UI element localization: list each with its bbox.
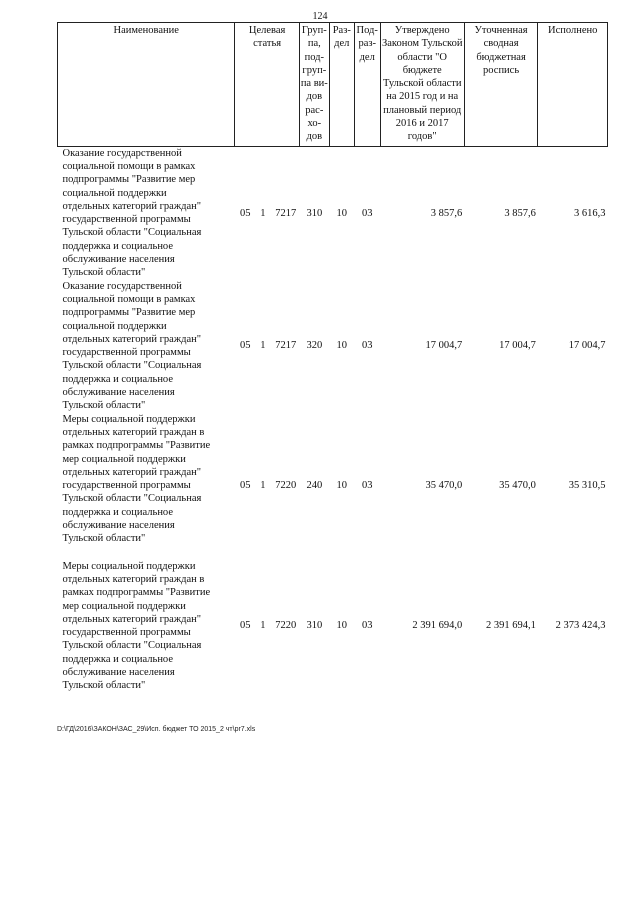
page-number: 124 xyxy=(312,11,328,22)
row-target-article xyxy=(235,146,299,279)
header-refined: Уточненная сводная бюджетная роспись xyxy=(464,23,538,147)
target-article-program: 05 xyxy=(239,340,251,352)
row-subsection: 03 xyxy=(361,620,373,632)
table-row xyxy=(58,413,608,560)
header-subsection: Под-раз-дел xyxy=(354,23,380,147)
budget-execution-table xyxy=(57,22,608,693)
target-article-item: 7220 xyxy=(275,480,297,492)
row-name: Оказание государственной социальной помощи в рамках подпрограммы "Развитие мер социальной поддержки отдельных категорий граждан" государственной программы Тульской области "Социальная поддержка и социальное обслуживание населения Тульской области" xyxy=(62,147,202,279)
table-header-row xyxy=(58,23,608,147)
row-executed: 3 616,3 xyxy=(574,207,606,219)
row-approved: 35 470,0 xyxy=(425,480,463,492)
header-target-article: Целевая статья xyxy=(235,23,299,147)
target-article-program: 05 xyxy=(239,620,251,632)
row-executed: 17 004,7 xyxy=(568,340,606,352)
row-refined: 2 391 694,1 xyxy=(486,620,536,632)
row-section: 10 xyxy=(336,207,348,219)
row-refined: 35 470,0 xyxy=(499,480,536,492)
row-expense-group: 240 xyxy=(306,480,323,492)
header-executed: Исполнено xyxy=(538,23,608,147)
target-article-item: 7217 xyxy=(275,340,297,352)
row-subsection: 03 xyxy=(361,340,373,352)
row-executed: 35 310,5 xyxy=(568,480,606,492)
row-section: 10 xyxy=(336,340,348,352)
row-name: Оказание государственной социальной помощи в рамках подпрограммы "Развитие мер социальной поддержки отдельных категорий граждан" государственной программы Тульской области "Социальная поддержка и социальное обслуживание населения Тульской области" xyxy=(62,280,202,412)
row-section: 10 xyxy=(336,620,348,632)
table-row xyxy=(58,560,608,693)
row-subsection: 03 xyxy=(361,480,373,492)
row-expense-group: 310 xyxy=(306,620,323,632)
row-expense-group: 320 xyxy=(306,340,323,352)
row-section: 10 xyxy=(336,480,348,492)
row-executed: 2 373 424,3 xyxy=(555,620,606,632)
row-target-article xyxy=(235,560,299,693)
row-target-article xyxy=(235,413,299,560)
footer-file-path: D:\ГД\2016\ЗАКОН\ЗАС_29\Исп. бюджет ТО 2015_2 чт\pr7.xls xyxy=(57,726,256,733)
row-refined: 17 004,7 xyxy=(499,340,536,352)
row-target-article xyxy=(235,280,299,413)
target-article-program: 05 xyxy=(239,207,251,219)
target-article-item: 7220 xyxy=(275,620,297,632)
row-expense-group: 310 xyxy=(306,207,323,219)
row-approved: 17 004,7 xyxy=(425,340,463,352)
target-article-program: 05 xyxy=(239,480,251,492)
target-article-subprogram: 1 xyxy=(260,480,266,492)
header-approved: Утверждено Законом Тульской области "О бюджете Тульской области на 2015 год и на плановый период 2016 и 2017 годов" xyxy=(380,23,464,147)
target-article-item: 7217 xyxy=(275,207,297,219)
target-article-subprogram: 1 xyxy=(260,620,266,632)
row-refined: 3 857,6 xyxy=(504,207,536,219)
row-approved: 2 391 694,0 xyxy=(412,620,463,632)
table-row xyxy=(58,280,608,413)
target-article-subprogram: 1 xyxy=(260,207,266,219)
row-approved: 3 857,6 xyxy=(430,207,463,219)
header-expense-group: Груп-па, под-груп-па ви-дов рас-хо-дов xyxy=(299,23,329,147)
row-subsection: 03 xyxy=(361,207,373,219)
target-article-subprogram: 1 xyxy=(260,340,266,352)
header-name: Наименование xyxy=(58,23,235,147)
row-name: Меры социальной поддержки отдельных категорий граждан в рамках подпрограммы "Развитие мер социальной поддержки отдельных категорий граждан" государственной программы Тульской области "Социальная поддержка и социальное обслуживание населения Тульской области" xyxy=(62,413,211,545)
table-row xyxy=(58,146,608,279)
header-section: Раз-дел xyxy=(329,23,354,147)
row-name: Меры социальной поддержки отдельных категорий граждан в рамках подпрограммы "Развитие мер социальной поддержки отдельных категорий граждан" государственной программы Тульской области "Социальная поддержка и социальное обслуживание населения Тульской области" xyxy=(62,560,211,692)
